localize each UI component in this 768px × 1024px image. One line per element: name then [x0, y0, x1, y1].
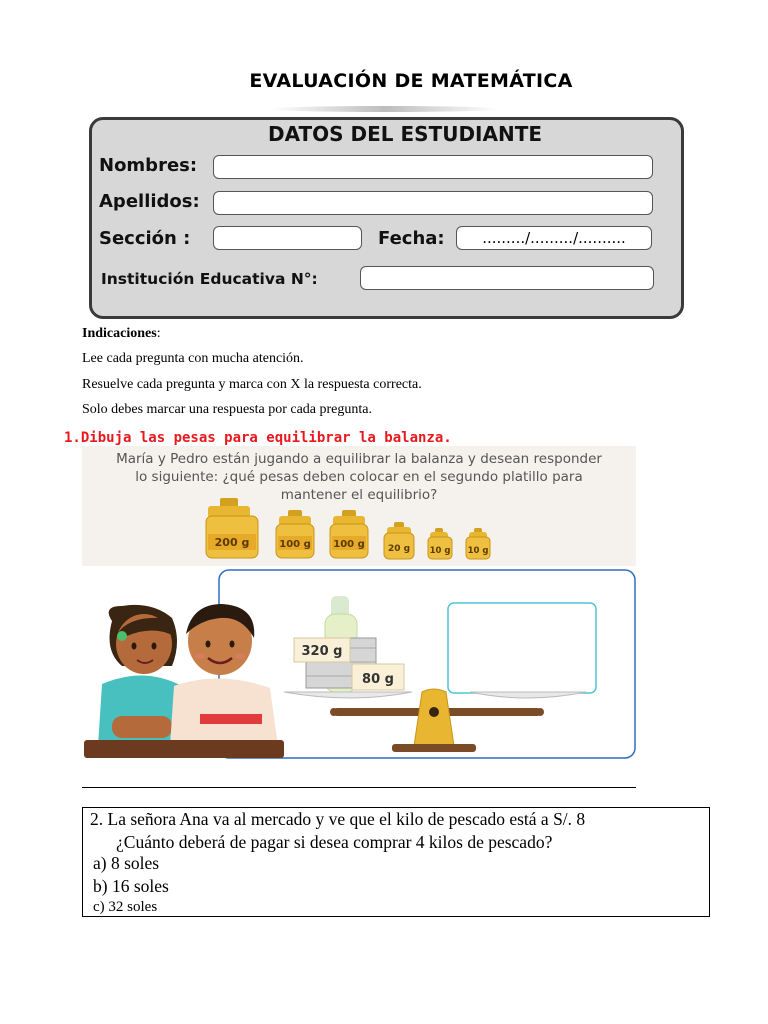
- weight-20g-label: 20 g: [387, 544, 411, 554]
- seccion-label: Sección :: [99, 228, 191, 249]
- answer-drawing-box[interactable]: [448, 603, 596, 693]
- option-b[interactable]: b) 16 soles: [93, 876, 169, 896]
- table: [84, 740, 284, 758]
- question-2-line-2: ¿Cuánto deberá de pagar si desea comprar 4 kilos de pescado?: [116, 832, 553, 852]
- institucion-field[interactable]: [360, 266, 654, 290]
- weight-100g-b-label: 100 g: [333, 539, 365, 550]
- nombres-label: Nombres:: [99, 155, 198, 176]
- label-320g: 320 g: [301, 644, 343, 659]
- page-title: EVALUACIÓN DE MATEMÁTICA: [249, 70, 573, 92]
- seccion-field[interactable]: [213, 226, 362, 250]
- weight-10g-a-label: 10 g: [429, 546, 451, 556]
- weight-20g: [384, 522, 414, 559]
- indicacion-1: Lee cada pregunta con mucha atención.: [82, 351, 304, 366]
- question-2-text: [90, 808, 708, 854]
- nombres-field[interactable]: [213, 155, 653, 179]
- weight-200g: [206, 498, 258, 558]
- balance-scene-illustration: [82, 566, 638, 766]
- option-c[interactable]: c) 32 soles: [93, 899, 158, 915]
- weights-illustration: [82, 490, 636, 566]
- apellidos-label: Apellidos:: [99, 191, 200, 212]
- separator-line: [82, 787, 636, 788]
- weight-10g-a: [428, 528, 452, 559]
- weight-10g-b: [466, 528, 490, 559]
- question-1-text: María y Pedro están jugando a equilibrar la balanza y desean responder lo siguiente: ¿qué pesas deben colocar en el segundo platillo para mantener el equilibrio?: [116, 451, 602, 503]
- label-80g: 80 g: [362, 672, 394, 687]
- question-2-line-1: 2. La señora Ana va al mercado y ve que el kilo de pescado está a S/. 8: [90, 809, 586, 829]
- option-a[interactable]: a) 8 soles: [93, 853, 160, 873]
- fecha-field[interactable]: ........./........./..........: [456, 226, 652, 250]
- weight-200g-label: 200 g: [214, 536, 250, 549]
- indicacion-3: Solo debes marcar una respuesta por cada pregunta.: [82, 402, 372, 417]
- title-underline-decoration: [270, 106, 500, 112]
- indicaciones-heading: Indicaciones:: [82, 326, 161, 341]
- weight-100g-a: [276, 510, 314, 558]
- weight-100g-a-label: 100 g: [279, 539, 311, 550]
- indicacion-2: Resuelve cada pregunta y marca con X la respuesta correcta.: [82, 377, 422, 392]
- student-card-title: DATOS DEL ESTUDIANTE: [268, 122, 543, 146]
- weight-100g-b: [330, 510, 368, 558]
- question-1-title: 1.Dibuja las pesas para equilibrar la balanza.: [64, 430, 452, 446]
- apellidos-field[interactable]: [213, 191, 653, 215]
- institucion-label: Institución Educativa N°:: [101, 270, 318, 288]
- weight-10g-b-label: 10 g: [467, 546, 489, 556]
- fecha-label: Fecha:: [378, 228, 445, 249]
